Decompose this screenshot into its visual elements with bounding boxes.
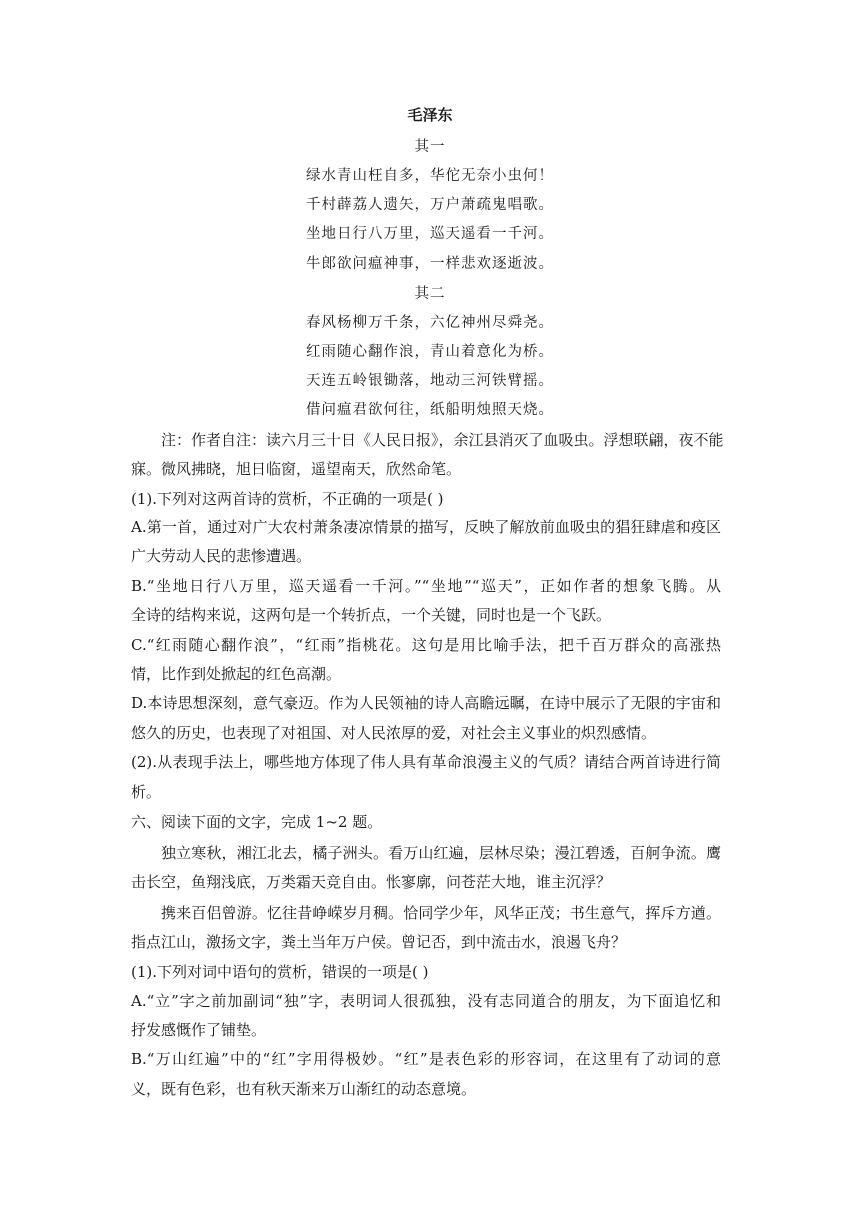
poem-line: 坐地日行八万里，巡天遥看一千河。 [306, 226, 554, 242]
option-b: 义，既有色彩，也有秋天渐来万山渐红的动态意境。 [131, 1080, 477, 1098]
option-b: B.“坐地日行八万里，巡天遥看一千河。”“坐地”“巡天”，正如作者的想象飞腾。从 [131, 577, 721, 595]
option-d: D.本诗思想深刻，意气豪迈。作为人民领袖的诗人高瞻远瞩，在诗中展示了无限的宇宙和 [131, 694, 721, 712]
note-line: 寐。微风拂晓，旭日临窗，遥望南天，欣然命笔。 [131, 460, 462, 478]
question-2: 析。 [131, 783, 162, 801]
option-a: A.第一首，通过对广大农村萧条凄凉情景的描写，反映了解放前血吸虫的猖狂肆虐和疫区 [131, 518, 721, 536]
poem-line: 牛郎欲问瘟神事，一样悲欢逐逝波。 [306, 256, 554, 272]
option-b: B.“万山红遍”中的“红”字用得极妙。“红”是表色彩的形容词，在这里有了动词的意 [131, 1050, 721, 1068]
reading-paragraph: 独立寒秋，湘江北去，橘子洲头。看万山红遍，层林尽染；漫江碧透，百舸争流。鹰 [161, 844, 721, 862]
reading-paragraph: 携来百侣曾游。忆往昔峥嵘岁月稠。恰同学少年，风华正茂；书生意气，挥斥方遒。 [161, 904, 721, 922]
question-2: (2).从表现手法上，哪些地方体现了伟人具有革命浪漫主义的气质？请结合两首诗进行简 [131, 753, 721, 771]
poem-line: 借问瘟君欲何往，纸船明烛照天烧。 [306, 402, 554, 418]
poem-line: 绿水青山枉自多，华佗无奈小虫何！ [306, 168, 554, 184]
poem-author: 毛泽东 [407, 106, 453, 124]
poem-line: 红雨随心翻作浪，青山着意化为桥。 [306, 344, 554, 360]
poem-part1-title: 其一 [414, 139, 446, 155]
option-a: 抒发感慨作了铺垫。 [131, 1021, 267, 1039]
option-d: 悠久的历史，也表现了对祖国、对人民浓厚的爱，对社会主义事业的炽烈感情。 [131, 724, 657, 742]
poem-line: 千村薜荔人遗矢，万户萧疏鬼唱歌。 [306, 197, 554, 213]
poem-part2-title: 其二 [414, 286, 446, 302]
reading-paragraph: 指点江山，激扬文字，粪土当年万户侯。曾记否，到中流击水，浪遏飞舟？ [131, 933, 627, 951]
poem-line: 天连五岭银锄落，地动三河铁臂摇。 [306, 373, 554, 389]
poem-line: 春风杨柳万千条，六亿神州尽舜尧。 [306, 315, 554, 331]
question-stem: (1).下列对这两首诗的赏析，不正确的一项是( ) [131, 490, 444, 508]
option-a: A.“立”字之前加副词“独”字，表明词人很孤独，没有志同道合的朋友，为下面追忆和 [131, 992, 721, 1010]
section-heading: 六、阅读下面的文字，完成 1~2 题。 [131, 813, 383, 831]
note-line: 注：作者自注：读六月三十日《人民日报》，余江县消灭了血吸虫。浮想联翩，夜不能 [161, 431, 724, 449]
reading-paragraph: 击长空，鱼翔浅底，万类霜天竞自由。怅寥廓，问苍茫大地，谁主沉浮？ [131, 873, 612, 891]
option-a: 广大劳动人民的悲惨遭遇。 [131, 547, 312, 565]
option-b: 全诗的结构来说，这两句是一个转折点，一个关键，同时也是一个飞跃。 [131, 606, 612, 624]
question-stem: (1).下列对词中语句的赏析，错误的一项是( ) [131, 963, 429, 981]
option-c: C.“红雨随心翻作浪”，“红雨”指桃花。这句是用比喻手法，把千百万群众的高涨热 [131, 636, 721, 654]
option-c: 情，比作到处掀起的红色高潮。 [131, 665, 342, 683]
